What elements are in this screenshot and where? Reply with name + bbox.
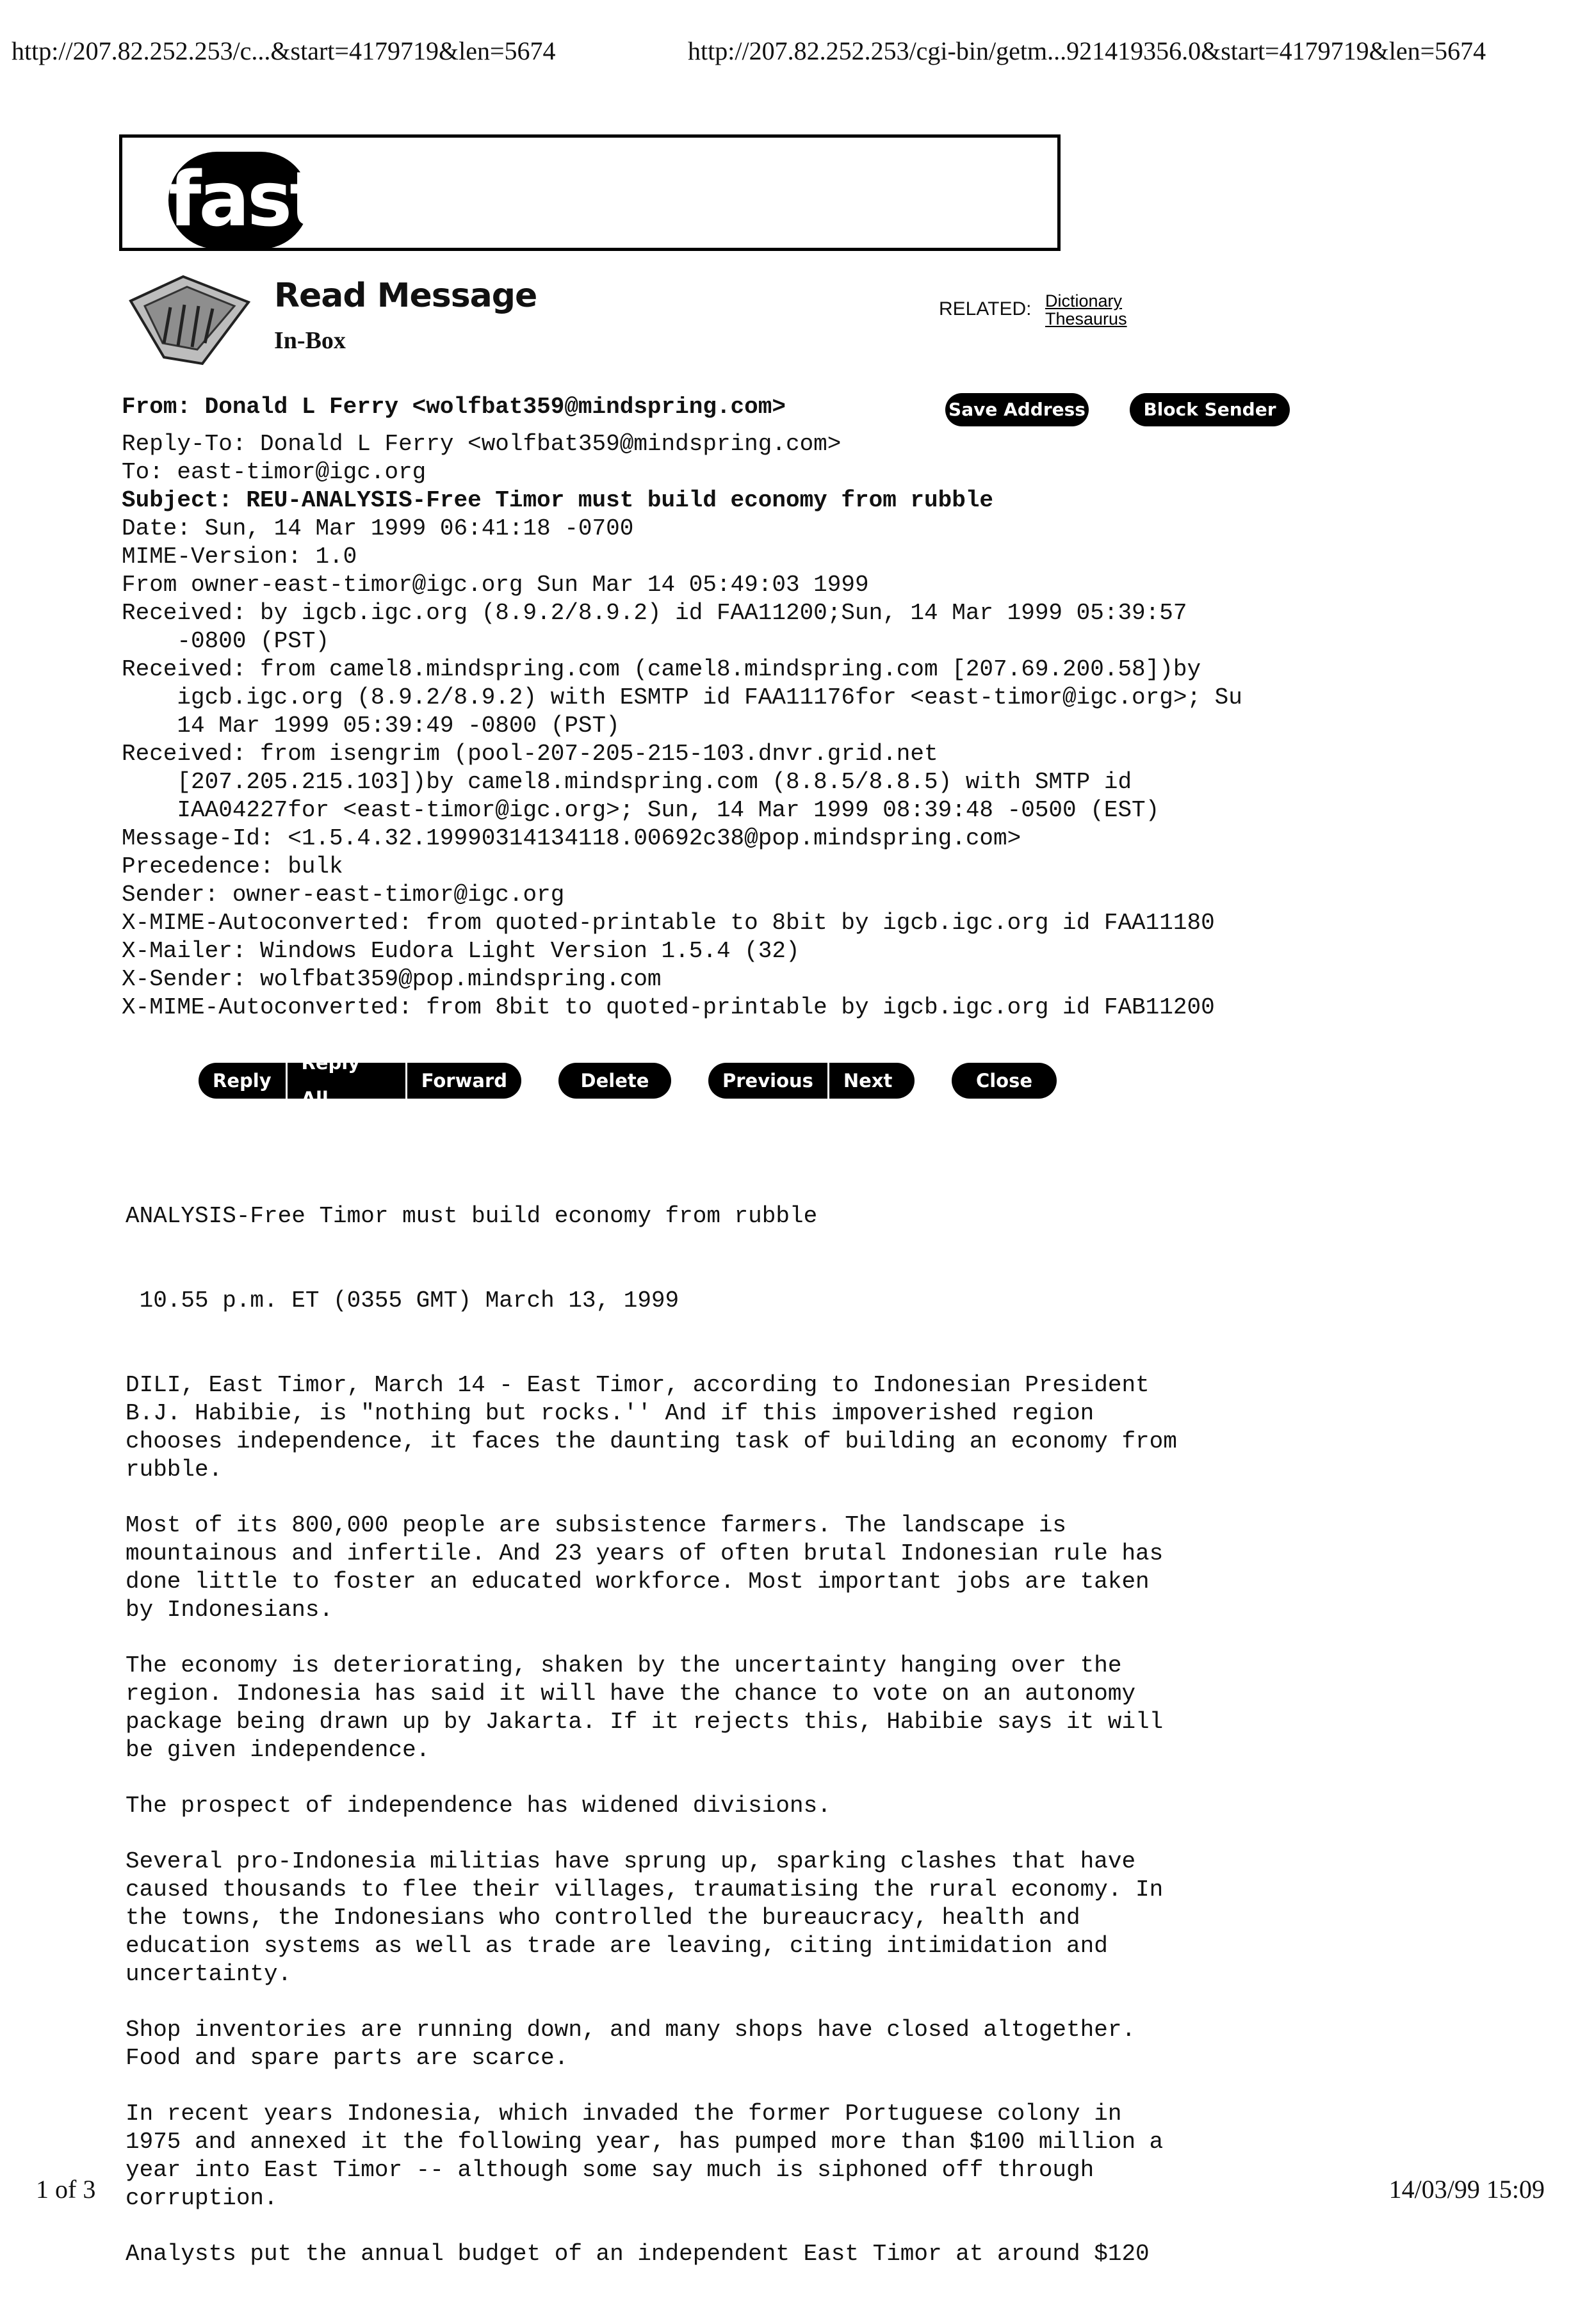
block-sender-button[interactable]: Block Sender — [1130, 393, 1290, 426]
body-paragraph: The prospect of independence has widened divisions. — [126, 1793, 831, 1819]
body-paragraphs — [126, 1371, 1534, 2268]
header-line: X-Mailer: Windows Eudora Light Version 1.5.4 (32) — [122, 938, 800, 964]
from-line: From: Donald L Ferry <wolfbat359@mindspring.com> — [122, 394, 786, 420]
reply-button[interactable]: Reply — [213, 1070, 272, 1092]
header-line: IAA04227for <east-timor@igc.org>; Sun, 14 Mar 1999 08:39:48 -0500 (EST) — [122, 797, 1160, 823]
print-footer-page-count: 1 of 3 — [36, 2175, 96, 2204]
header-line: X-MIME-Autoconverted: from 8bit to quoted-printable by igcb.igc.org id FAB11200 — [122, 994, 1215, 1021]
body-paragraph: DILI, East Timor, March 14 - East Timor, according to Indonesian President B.J. Habibie, is "nothing but rocks.'' And if this impoverished region chooses independence, it faces the daunting task of building an economy from rubble. — [126, 1372, 1177, 1483]
body-paragraph: Analysts put the annual budget of an independent East Timor at around $120 — [126, 2241, 1150, 2267]
header-line: -0800 (PST) — [122, 628, 330, 654]
print-footer-timestamp: 14/03/99 15:09 — [1388, 2175, 1545, 2204]
body-paragraph: Several pro-Indonesia militias have sprung up, sparking clashes that have caused thousands to flee their villages, traumatising the rural economy. In the towns, the Indonesians who controlled the bureaucracy, health and education systems as well as trade are leaving, citing intimidation and uncertainty. — [126, 1848, 1164, 1987]
message-headers — [122, 430, 1242, 1022]
delete-button-label: Delete — [580, 1070, 649, 1092]
body-lead-line: 10.55 p.m. ET (0355 GMT) March 13, 1999 — [126, 1287, 679, 1314]
reply-button-group — [199, 1052, 521, 1110]
related-links — [1045, 292, 1127, 328]
folder-name: In-Box — [274, 327, 346, 354]
save-address-button[interactable]: Save Address — [945, 393, 1089, 426]
navigation-button-group — [708, 1063, 915, 1099]
header-line: Reply-To: Donald L Ferry <wolfbat359@mindspring.com> — [122, 431, 842, 457]
forward-button[interactable]: Forward — [421, 1070, 507, 1092]
header-line: Precedence: bulk — [122, 853, 343, 880]
header-line: Received: from isengrim (pool-207-205-215-103.dnvr.grid.net — [122, 741, 938, 767]
close-button[interactable] — [952, 1063, 1057, 1099]
next-button[interactable]: Next — [843, 1070, 893, 1092]
mail-tray-icon — [126, 268, 254, 370]
header-line: 14 Mar 1999 05:39:49 -0800 (PST) — [122, 713, 620, 739]
banner-frame — [119, 134, 1061, 251]
body-paragraph: In recent years Indonesia, which invaded the former Portuguese colony in 1975 and annexed it the following year, has pumped more than $100 million a year into East Timor -- although some say much is siphoned off through corruption. — [126, 2101, 1164, 2211]
header-line: Received: from camel8.mindspring.com (camel8.mindspring.com [207.69.200.58])by — [122, 656, 1201, 682]
delete-button[interactable] — [558, 1063, 671, 1099]
thesaurus-link[interactable]: Thesaurus — [1045, 309, 1127, 328]
body-paragraph: Most of its 800,000 people are subsistence farmers. The landscape is mountainous and infertile. And 23 years of often brutal Indonesian rule has done little to foster an educated workforce. Most important jobs are taken by Indonesians. — [126, 1512, 1164, 1623]
message-body — [126, 1146, 1534, 2324]
subject-line: Subject: REU-ANALYSIS-Free Timor must build economy from rubble — [122, 487, 994, 513]
body-paragraph: The economy is deteriorating, shaken by the uncertainty hanging over the region. Indonesia has said it will have the chance to vote on an autonomy package being drawn up by Jakarta. If it rejects this, Habibie says it will be given independence. — [126, 1652, 1164, 1763]
fast-logo[interactable]: fast — [168, 152, 309, 249]
print-header-url-left: http://207.82.252.253/c...&start=4179719&len=5674 — [12, 36, 556, 65]
close-button-label: Close — [975, 1070, 1033, 1092]
header-line: From owner-east-timor@igc.org Sun Mar 14 05:49:03 1999 — [122, 572, 869, 598]
body-lead-line: ANALYSIS-Free Timor must build economy from rubble — [126, 1203, 818, 1229]
dictionary-link[interactable]: Dictionary — [1045, 291, 1123, 311]
header-line: Message-Id: <1.5.4.32.19990314134118.00692c38@pop.mindspring.com> — [122, 825, 1021, 851]
header-line: MIME-Version: 1.0 — [122, 544, 357, 570]
previous-button[interactable]: Previous — [722, 1070, 813, 1092]
header-line: Received: by igcb.igc.org (8.9.2/8.9.2) id FAA11200;Sun, 14 Mar 1999 05:39:57 — [122, 600, 1187, 626]
header-line: Date: Sun, 14 Mar 1999 06:41:18 -0700 — [122, 515, 634, 542]
print-header-url-right: http://207.82.252.253/cgi-bin/getm...921419356.0&start=4179719&len=5674 — [688, 36, 1486, 65]
header-line: [207.205.215.103])by camel8.mindspring.com (8.8.5/8.8.5) with SMTP id — [122, 769, 1132, 795]
body-paragraph: Shop inventories are running down, and many shops have closed altogether. Food and spare parts are scarce. — [126, 2017, 1136, 2071]
header-line: To: east-timor@igc.org — [122, 459, 427, 485]
header-line: X-Sender: wolfbat359@pop.mindspring.com — [122, 966, 662, 992]
header-line: igcb.igc.org (8.9.2/8.9.2) with ESMTP id FAA11176for <east-timor@igc.org>; Su — [122, 684, 1242, 711]
page-title: Read Message — [274, 277, 537, 315]
header-line: Sender: owner-east-timor@igc.org — [122, 882, 565, 908]
reply-all-button[interactable]: Reply All — [301, 1052, 361, 1110]
related-label: RELATED: — [939, 298, 1032, 319]
title-block — [274, 277, 537, 355]
header-line: X-MIME-Autoconverted: from quoted-printable to 8bit by igcb.igc.org id FAA11180 — [122, 910, 1215, 936]
